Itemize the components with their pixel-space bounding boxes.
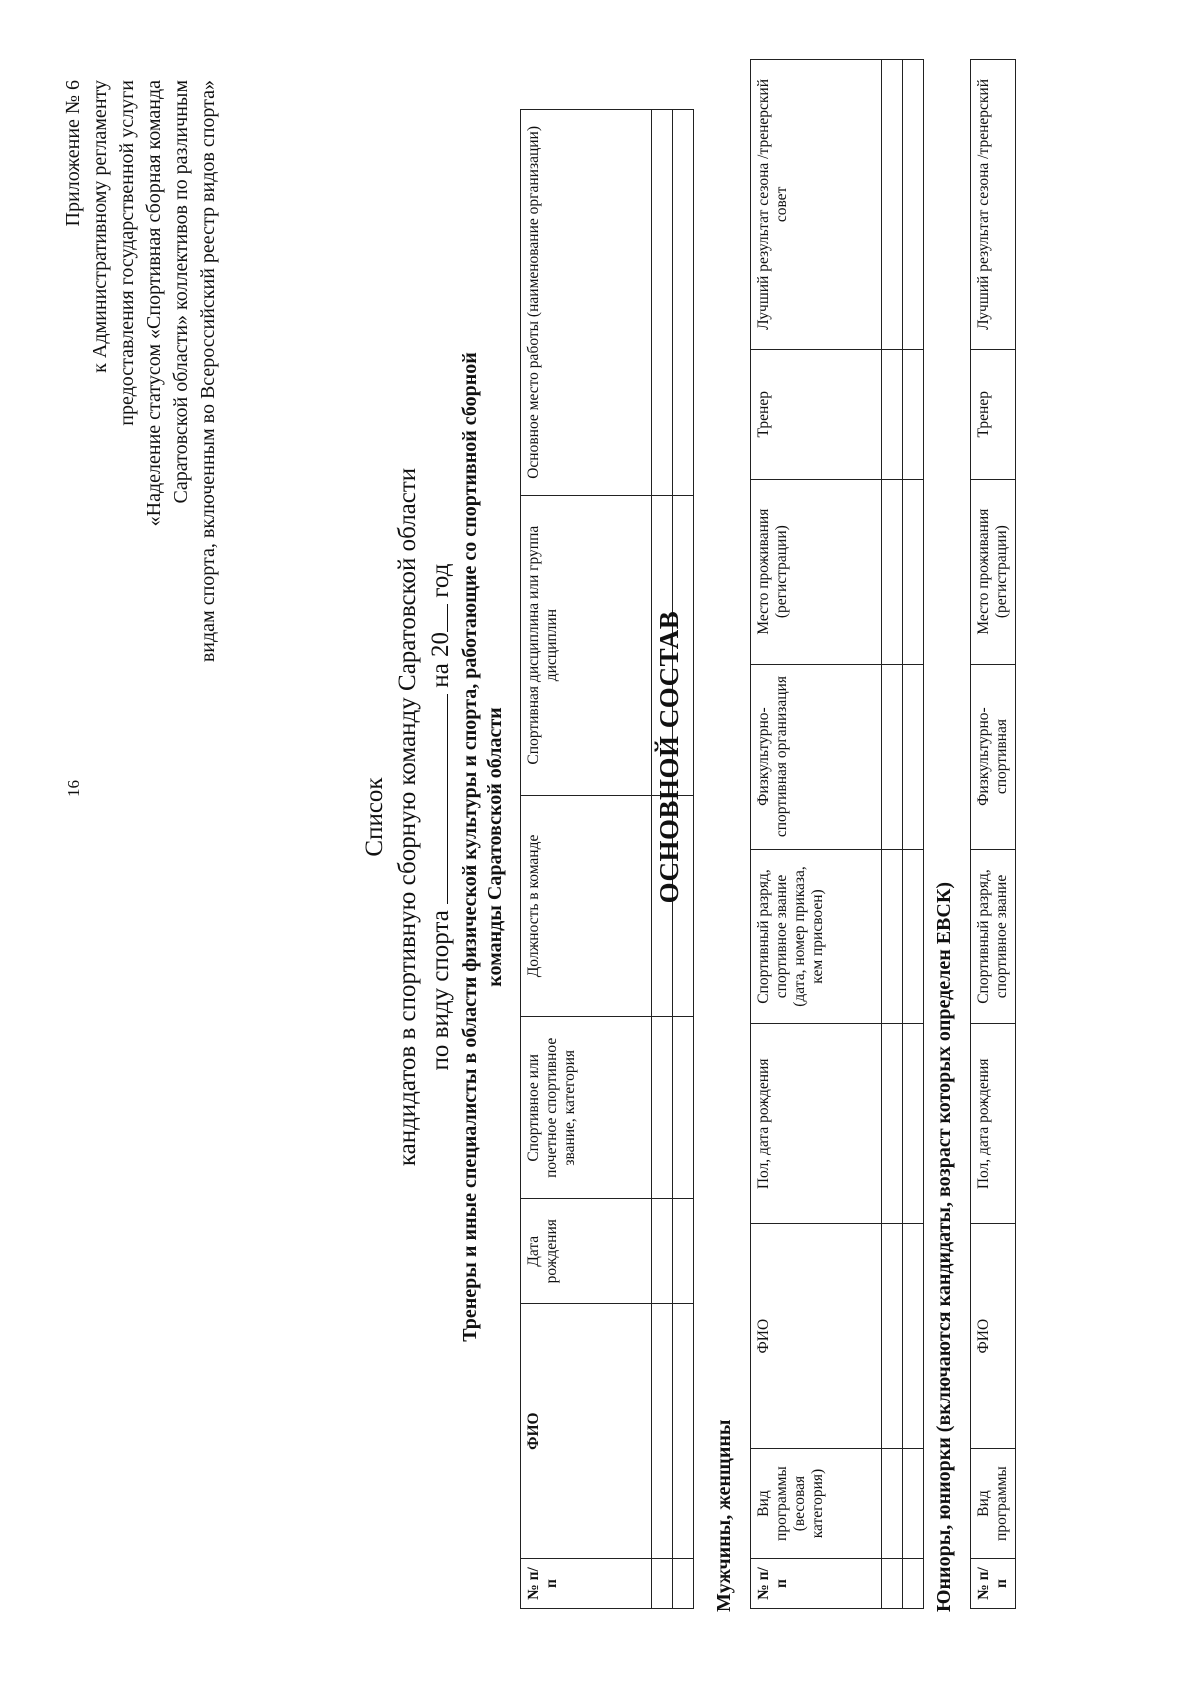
col-header: Тренер: [751, 349, 882, 479]
col-header: № п/п: [751, 1559, 882, 1609]
men-women-heading: Мужчины, женщины: [713, 1419, 735, 1612]
juniors-table: [970, 59, 1016, 1609]
appendix-line: предоставления государственной услуги: [116, 80, 138, 426]
juniors-heading: Юниоры, юниорки (включаются кандидаты, возраст которых определен ЕВСК): [933, 882, 955, 1612]
col-header: Спортивная дисциплина или группа дисциплин: [521, 495, 652, 795]
table-row: [882, 60, 903, 1609]
col-header: Основное место работы (наименование организации): [521, 110, 652, 496]
page-number: 16: [64, 780, 83, 797]
appendix-note: [60, 80, 222, 840]
appendix-line: Приложение № 6: [62, 80, 84, 227]
col-header: Лучший результат сезона /тренерский: [971, 60, 1016, 350]
col-header: Место проживания (регистрации): [751, 479, 882, 664]
col-header: Лучший результат сезона /тренерский совет: [751, 60, 882, 350]
year-prefix: на 20: [427, 631, 454, 688]
col-header: Тренер: [971, 349, 1016, 479]
col-header: Спортивный разряд, спортивное звание: [971, 849, 1016, 1024]
col-header: № п/п: [521, 1559, 652, 1609]
document-title: [358, 397, 457, 1237]
col-header: Должность в команде: [521, 795, 652, 1017]
main-composition-heading: ОСНОВНОЙ СОСТАВ: [654, 610, 684, 904]
col-header: Спортивный разряд, спортивное звание (дата, номер приказа, кем присвоен): [751, 849, 882, 1024]
sport-type-label: по виду спорта: [427, 910, 454, 1071]
col-header: Дата рождения: [521, 1199, 652, 1304]
col-header: ФИО: [971, 1224, 1016, 1449]
appendix-line: видам спорта, включенным во Всероссийский реестр видов спорта»: [197, 80, 219, 663]
col-header: Пол, дата рождения: [971, 1024, 1016, 1224]
col-header: ФИО: [751, 1224, 882, 1449]
appendix-line: к Административному регламенту: [89, 80, 111, 373]
appendix-line: Саратовской области» коллективов по различным: [170, 80, 192, 504]
col-header: Физкультурно-спортивная: [971, 664, 1016, 849]
col-header: № п/п: [971, 1559, 1016, 1609]
sport-type-blank: [425, 694, 448, 904]
coaches-heading: Тренеры и иные специалисты в области физической культуры и спорта, работающие со спортивной сборной команды Саратовской области: [459, 352, 506, 1342]
title-line-1: Список: [361, 777, 388, 857]
col-header: Физкультурно-спортивная организация: [751, 664, 882, 849]
col-header: Место проживания (регистрации): [971, 479, 1016, 664]
title-line-2: кандидатов в спортивную сборную команду Саратовской области: [394, 467, 421, 1167]
col-header: Пол, дата рождения: [751, 1024, 882, 1224]
title-line-3: [424, 397, 457, 1237]
col-header: Спортивное или почетное спортивное звание, категория: [521, 1017, 652, 1199]
col-header: Вид программы: [971, 1449, 1016, 1559]
table-row: [903, 60, 924, 1609]
col-header: Вид программы (весовая категория): [751, 1449, 882, 1559]
year-suffix: год: [427, 563, 454, 598]
col-header: ФИО: [521, 1304, 652, 1559]
men-women-table: [750, 59, 924, 1609]
year-blank: [425, 604, 448, 632]
appendix-line: «Наделение статусом «Спортивная сборная команда: [143, 80, 165, 527]
